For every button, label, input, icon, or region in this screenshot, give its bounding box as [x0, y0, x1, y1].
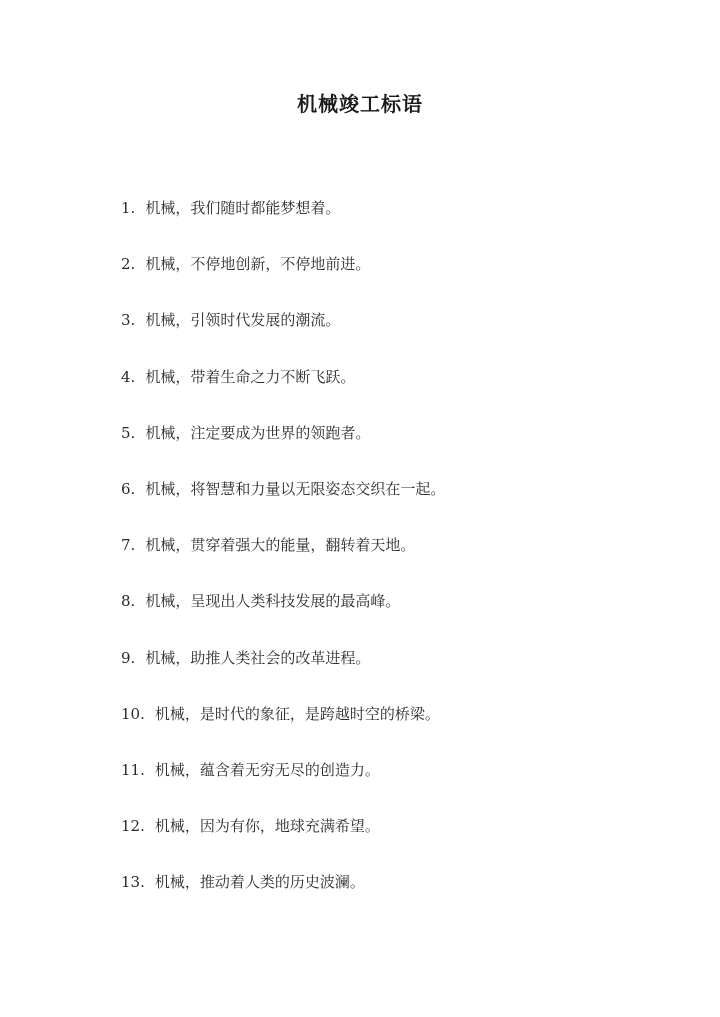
- item-text: 机械，将智慧和力量以无限姿态交织在一起。: [145, 479, 446, 498]
- item-number: 12.: [121, 817, 145, 836]
- item-number: 6.: [121, 479, 136, 498]
- item-number: 10.: [121, 704, 145, 723]
- item-text: 机械，引领时代发展的潮流。: [145, 311, 341, 330]
- list-item: [121, 589, 445, 645]
- list-item: [121, 702, 445, 758]
- item-number: 11.: [121, 760, 145, 779]
- list-item: [121, 533, 445, 589]
- item-text: 机械，不停地创新，不停地前进。: [145, 255, 371, 274]
- list-item: [121, 814, 445, 870]
- item-number: 4.: [121, 367, 136, 386]
- list-item: [121, 196, 445, 252]
- item-text: 机械，推动着人类的历史波澜。: [154, 873, 365, 892]
- item-text: 机械，助推人类社会的改革进程。: [145, 648, 371, 667]
- item-number: 8.: [121, 592, 136, 611]
- item-text: 机械，我们随时都能梦想着。: [145, 199, 341, 217]
- item-number: 2.: [121, 255, 136, 274]
- document-title: 机械竣工标语: [297, 92, 423, 116]
- item-text: 机械，蕴含着无穷无尽的创造力。: [154, 760, 380, 779]
- item-number: 5.: [121, 423, 136, 442]
- list-item: [121, 758, 445, 814]
- item-number: 3.: [121, 311, 136, 330]
- list-item: [121, 870, 445, 926]
- list-item: [121, 421, 445, 477]
- item-text: 机械，带着生命之力不断飞跃。: [145, 367, 356, 386]
- item-number: 7.: [121, 536, 136, 555]
- item-text: 机械，因为有你，地球充满希望。: [154, 817, 380, 836]
- list-item: [121, 308, 445, 364]
- item-number: 9.: [121, 648, 136, 667]
- item-number: 1.: [121, 199, 136, 217]
- list-item: [121, 365, 445, 421]
- list-item: [121, 252, 445, 308]
- item-text: 机械，贯穿着强大的能量，翻转着天地。: [145, 536, 416, 555]
- item-text: 机械，是时代的象征，是跨越时空的桥梁。: [154, 704, 440, 723]
- item-text: 机械，呈现出人类科技发展的最高峰。: [145, 592, 401, 611]
- list-item: [121, 646, 445, 702]
- item-number: 13.: [121, 873, 145, 892]
- item-text: 机械，注定要成为世界的领跑者。: [145, 423, 371, 442]
- list-item: [121, 477, 445, 533]
- slogan-list: [121, 196, 445, 926]
